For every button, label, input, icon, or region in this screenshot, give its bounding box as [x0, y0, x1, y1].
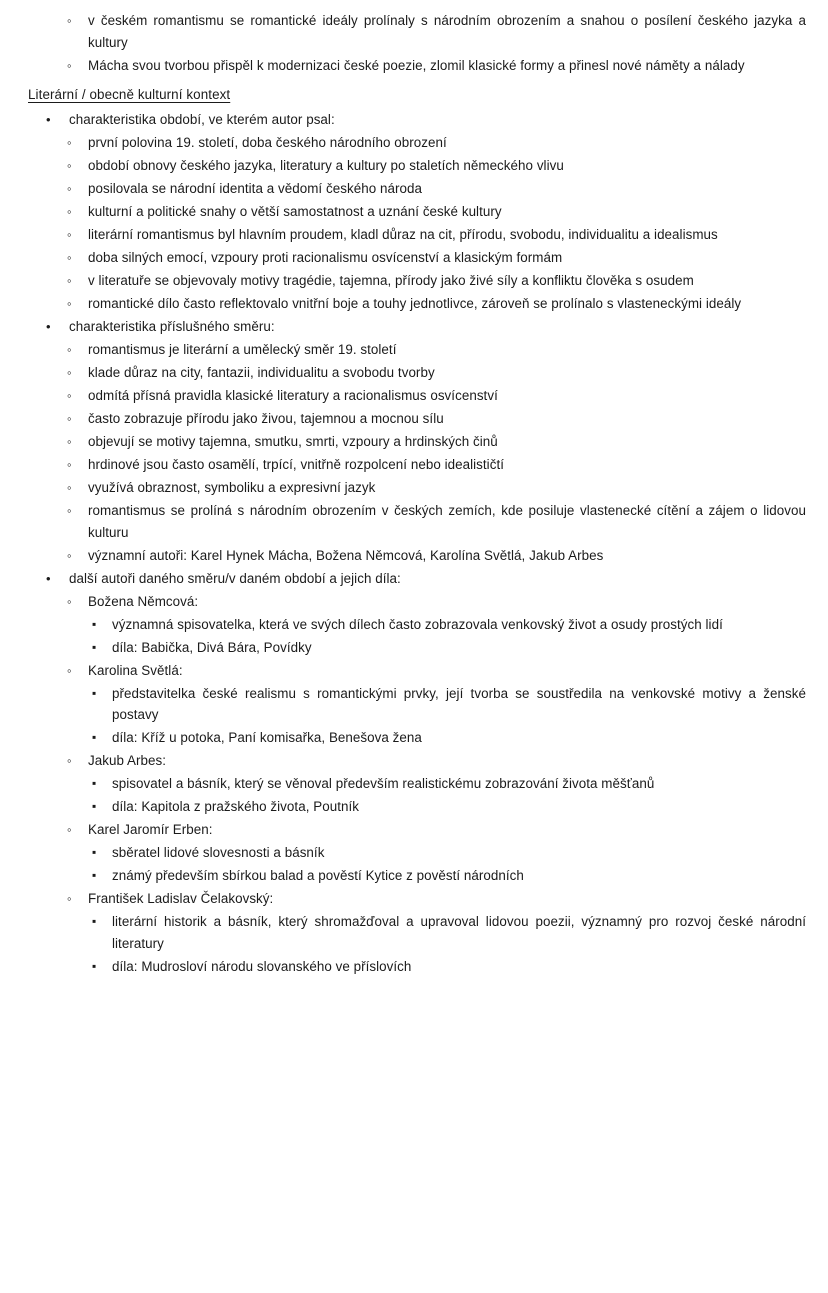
list-item-text: ◦ Mácha svou tvorbou přispěl k modernizaci české poezie, zlomil klasické formy a přinesl nové náměty a nálady	[88, 57, 745, 73]
section-items-1	[28, 339, 806, 566]
list-item	[91, 637, 806, 659]
list-item-text: ◦ klade důraz na city, fantazii, individualitu a svobodu tvorby	[88, 365, 435, 380]
list-item-text: ◦ hrdinové jsou často osamělí, trpící, vnitřně rozpolcení nebo idealističtí	[88, 457, 504, 472]
list-item-text: ▪ díla: Babička, Divá Bára, Povídky	[112, 639, 312, 655]
list-item	[66, 454, 806, 476]
list-item	[66, 293, 806, 315]
list-item	[66, 155, 806, 177]
list-item	[91, 865, 806, 887]
list-item-text: ◦ využívá obraznost, symboliku a expresivní jazyk	[88, 480, 376, 495]
author-name-text: ◦ Božena Němcová:	[88, 593, 199, 609]
list-item	[91, 614, 806, 636]
list-item-text: ▪ díla: Mudrosloví národu slovanského ve příslovích	[112, 958, 412, 974]
section-list-1	[28, 316, 806, 338]
list-item-text: ◦ významní autoři: Karel Hynek Mácha, Božena Němcová, Karolína Světlá, Jakub Arbes	[88, 547, 604, 563]
list-item	[66, 477, 806, 499]
author-entry	[28, 819, 806, 841]
list-item-text: ◦ odmítá přísná pravidla klasické literatury a racionalismus osvícenství	[88, 388, 498, 403]
author-name	[66, 591, 806, 613]
author-name-text: ◦ Karolina Světlá:	[88, 662, 183, 678]
list-item	[66, 362, 806, 384]
list-item	[91, 683, 806, 726]
section-items-0	[28, 132, 806, 315]
list-item-text: ▪ sběratel lidové slovesnosti a básník	[112, 845, 325, 860]
list-item	[66, 55, 806, 77]
list-item-text: ▪ díla: Kapitola z pražského života, Poutník	[112, 799, 359, 814]
continued-bullet-list	[28, 10, 806, 76]
list-item-text: ◦ objevují se motivy tajemna, smutku, smrti, vzpoury a hrdinských činů	[88, 434, 498, 449]
list-item	[66, 247, 806, 269]
author-name	[66, 819, 806, 841]
list-item	[91, 796, 806, 818]
author-name-text: ◦ Jakub Arbes:	[88, 753, 167, 768]
section-label	[44, 316, 806, 338]
section-label	[44, 109, 806, 131]
author-name	[66, 888, 806, 910]
author-details	[28, 614, 806, 659]
author-entry	[28, 888, 806, 910]
list-item	[66, 10, 806, 53]
list-item	[66, 408, 806, 430]
list-item	[91, 842, 806, 864]
section-list-0	[28, 109, 806, 131]
list-item	[66, 224, 806, 246]
author-entry	[28, 660, 806, 682]
list-item	[91, 911, 806, 954]
list-item	[66, 270, 806, 292]
list-item	[66, 201, 806, 223]
author-details	[28, 911, 806, 977]
list-item-text: ▪ spisovatel a básník, který se věnoval především realistickému zobrazování života měšťanů	[112, 776, 655, 791]
author-name-text: ◦ František Ladislav Čelakovský:	[88, 891, 274, 906]
section-heading: Literární / obecně kulturní kontext	[28, 87, 231, 102]
list-item	[66, 500, 806, 543]
list-item	[66, 178, 806, 200]
author-entry	[28, 750, 806, 772]
list-item-text: ▪ představitelka české realismu s romantickými prvky, její tvorba se soustředila na venkovské motivy a ženské postavy	[112, 685, 806, 722]
list-item	[66, 385, 806, 407]
list-item-text: ◦ kulturní a politické snahy o větší samostatnost a uznání české kultury	[88, 204, 502, 219]
list-item-text: ▪ významná spisovatelka, která ve svých dílech často zobrazovala venkovský život a osudy prostých lidí	[112, 616, 723, 632]
list-item-text: ◦ romantické dílo často reflektovalo vnitřní boje a touhy jednotlivce, zároveň se prolínalo s vlasteneckými ideály	[88, 296, 742, 311]
list-item-text: ▪ literární historik a básník, který shromažďoval a upravoval lidovou poezii, významný pro rozvoj české národní literatury	[112, 914, 806, 951]
author-name	[66, 660, 806, 682]
list-item-text: ◦ posilovala se národní identita a vědomí českého národa	[88, 181, 422, 196]
list-item-text: ◦ literární romantismus byl hlavním proudem, kladl důraz na cit, přírodu, svobodu, individualitu a idealismus	[88, 227, 718, 242]
section-label-text: • charakteristika příslušného směru:	[69, 319, 275, 334]
authors-section-label-list	[28, 568, 806, 590]
list-item	[66, 545, 806, 567]
list-item-text: ◦ romantismus se prolíná s národním obrozením v českých zemích, kde posiluje vlastenecké cítění a zájem o lidovou kulturu	[88, 503, 806, 540]
list-item-text: ▪ známý především sbírkou balad a pověstí Kytice z pověstí národních	[112, 868, 524, 883]
section-label-text: • další autoři daného směru/v daném období a jejich díla:	[69, 570, 401, 586]
author-details	[28, 683, 806, 749]
list-item	[66, 132, 806, 154]
author-name-text: ◦ Karel Jaromír Erben:	[88, 822, 213, 837]
list-item-text: ◦ první polovina 19. století, doba českého národního obrození	[88, 135, 447, 150]
list-item-text: ◦ romantismus je literární a umělecký směr 19. století	[88, 342, 397, 357]
section-label-text: • charakteristika období, ve kterém autor psal:	[69, 112, 335, 127]
author-name	[66, 750, 806, 772]
list-item	[66, 339, 806, 361]
list-item-text: ◦ doba silných emocí, vzpoury proti racionalismu osvícenství a klasickým formám	[88, 250, 563, 265]
author-entry	[28, 591, 806, 613]
list-item-text: ◦ v českém romantismu se romantické ideály prolínaly s národním obrozením a snahou o posílení českého jazyka a kultury	[88, 13, 806, 50]
list-item-text: ◦ v literatuře se objevovaly motivy tragédie, tajemna, přírody jako živé síly a konfliktu člověka s osudem	[88, 273, 694, 288]
list-item	[91, 773, 806, 795]
list-item-text: ▪ díla: Kříž u potoka, Paní komisařka, Benešova žena	[112, 730, 422, 745]
list-item	[91, 956, 806, 978]
author-details	[28, 773, 806, 818]
list-item	[91, 727, 806, 749]
section-label	[44, 568, 806, 590]
list-item	[66, 431, 806, 453]
list-item-text: ◦ často zobrazuje přírodu jako živou, tajemnou a mocnou sílu	[88, 411, 444, 426]
author-details	[28, 842, 806, 887]
list-item-text: ◦ období obnovy českého jazyka, literatury a kultury po staletích německého vlivu	[88, 158, 564, 173]
